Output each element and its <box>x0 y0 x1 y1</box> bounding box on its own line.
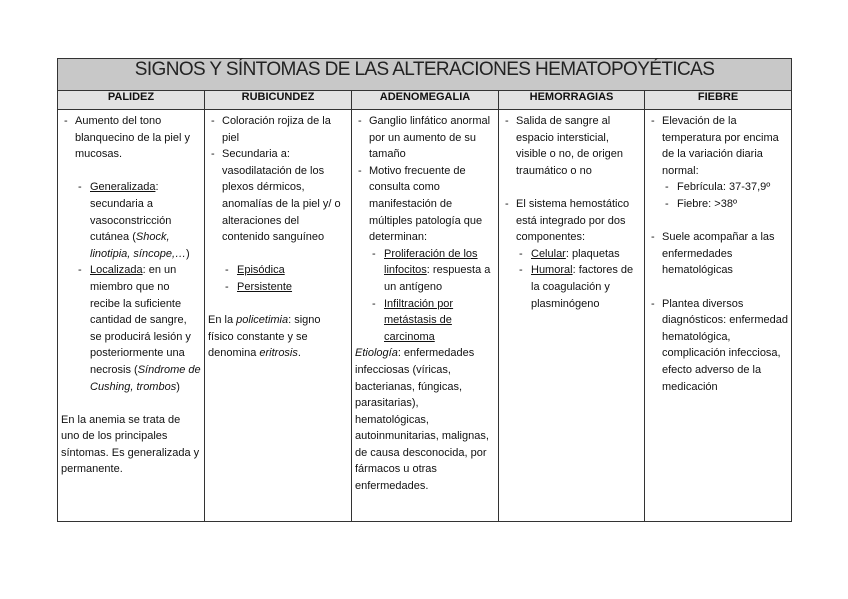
hemorragias-bullet-2: - El sistema hemostático está integrado por dos componentes: <box>502 196 641 246</box>
adenomegalia-sub-2 <box>355 296 495 346</box>
infiltracion-label: Infiltración por metástasis de carcinoma <box>384 297 454 343</box>
table-title: SIGNOS Y SÍNTOMAS DE LAS ALTERACIONES HEMATOPOYÉTICAS <box>58 59 792 91</box>
generalizada-close: ) <box>186 247 190 260</box>
adenomegalia-bullet-2: - Motivo frecuente de consulta como manifestación de múltiples patología que determinan: <box>355 163 495 246</box>
rubicundez-episodica <box>208 262 348 279</box>
localizada-examples: Síndrome de Cushing, trombos <box>90 363 201 393</box>
humoral-text: : factores de la coagulación y plasminógeno <box>531 264 634 310</box>
adenomegalia-etiologia <box>355 345 495 494</box>
header-fiebre: FIEBRE <box>645 91 792 110</box>
palidez-note: En la anemia se trata de uno de los principales síntomas. Es generalizada y permanente. <box>61 413 200 476</box>
header-hemorragias: HEMORRAGIAS <box>499 91 645 110</box>
header-palidez: PALIDEZ <box>58 91 205 110</box>
celular-text: : plaquetas <box>565 247 620 260</box>
fiebre-bullet-1: - Elevación de la temperatura por encima de la variación diaria normal: <box>648 113 788 179</box>
note-mid: : signo físico constante y se denomina <box>208 314 321 360</box>
palidez-localizada <box>61 262 201 395</box>
note-policetimia: policetimia <box>236 314 289 327</box>
adenomegalia-sub-1 <box>355 246 495 296</box>
generalizada-examples: Shock, linotipia, síncope,… <box>90 231 186 260</box>
etiologia-label: Etiología <box>355 347 398 360</box>
cell-rubicundez <box>205 110 352 522</box>
rubicundez-note <box>208 312 348 362</box>
symptoms-table <box>57 58 792 522</box>
proliferacion-text: : respuesta a un antígeno <box>384 264 491 293</box>
localizada-close: ) <box>176 380 180 393</box>
header-rubicundez: RUBICUNDEZ <box>205 91 352 110</box>
adenomegalia-bullet-1: - Ganglio linfático anormal por un aumento de su tamaño <box>355 113 495 163</box>
note-pre: En la <box>208 314 237 327</box>
fiebre-sub-1: - Febrícula: 37-37,9º <box>648 179 788 196</box>
hemorragias-bullet-1: - Salida de sangre al espacio intersticial, visible o no, de origen traumático o no <box>502 113 641 179</box>
etiologia-text: : enfermedades infecciosas (víricas, bacterianas, fúngicas, parasitarias), hematológicas, autoinmunitarias, malignas, de causa desconocida, por fármacos u otras enfermedades. <box>355 347 489 493</box>
header-adenomegalia: ADENOMEGALIA <box>352 91 499 110</box>
localizada-text: : en un miembro que no recibe la suficiente cantidad de sangre, se producirá lesión y posteriormente una necrosis ( <box>90 264 191 376</box>
fiebre-bullet-3: - Plantea diversos diagnósticos: enfermedad hematológica, complicación infecciosa, efecto adverso de la medicación <box>648 296 788 396</box>
rubicundez-bullet-1: - Coloración rojiza de la piel <box>208 113 348 146</box>
note-eritrosis: eritrosis <box>259 347 298 360</box>
rubicundez-bullet-2: - Secundaria a: vasodilatación de los plexos dérmicos, anomalías de la piel y/ o alteraciones del contenido sanguíneo <box>208 146 348 246</box>
cell-fiebre <box>645 110 792 522</box>
hemorragias-sub-2 <box>502 262 641 312</box>
humoral-label: Humoral <box>531 264 573 277</box>
fiebre-sub-2: - Fiebre: >38º <box>648 196 788 213</box>
proliferacion-label: Proliferación de los linfocitos <box>384 247 478 277</box>
cell-adenomegalia <box>352 110 499 522</box>
palidez-generalizada <box>61 179 201 262</box>
generalizada-text: : secundaria a vasoconstricción cutánea ( <box>90 181 172 244</box>
localizada-label: Localizada <box>90 264 143 277</box>
persistente-label: Persistente <box>237 280 293 293</box>
fiebre-bullet-2: - Suele acompañar a las enfermedades hematológicas <box>648 229 788 279</box>
note-end: . <box>297 347 301 360</box>
cell-hemorragias <box>499 110 645 522</box>
palidez-bullet-1: - Aumento del tono blanquecino de la piel y mucosas. <box>61 113 201 163</box>
hemorragias-sub-1 <box>502 246 641 263</box>
generalizada-label: Generalizada <box>90 181 156 194</box>
rubicundez-persistente <box>208 279 348 296</box>
cell-palidez <box>58 110 205 522</box>
celular-label: Celular <box>531 247 566 260</box>
episodica-label: Episódica <box>237 264 285 277</box>
